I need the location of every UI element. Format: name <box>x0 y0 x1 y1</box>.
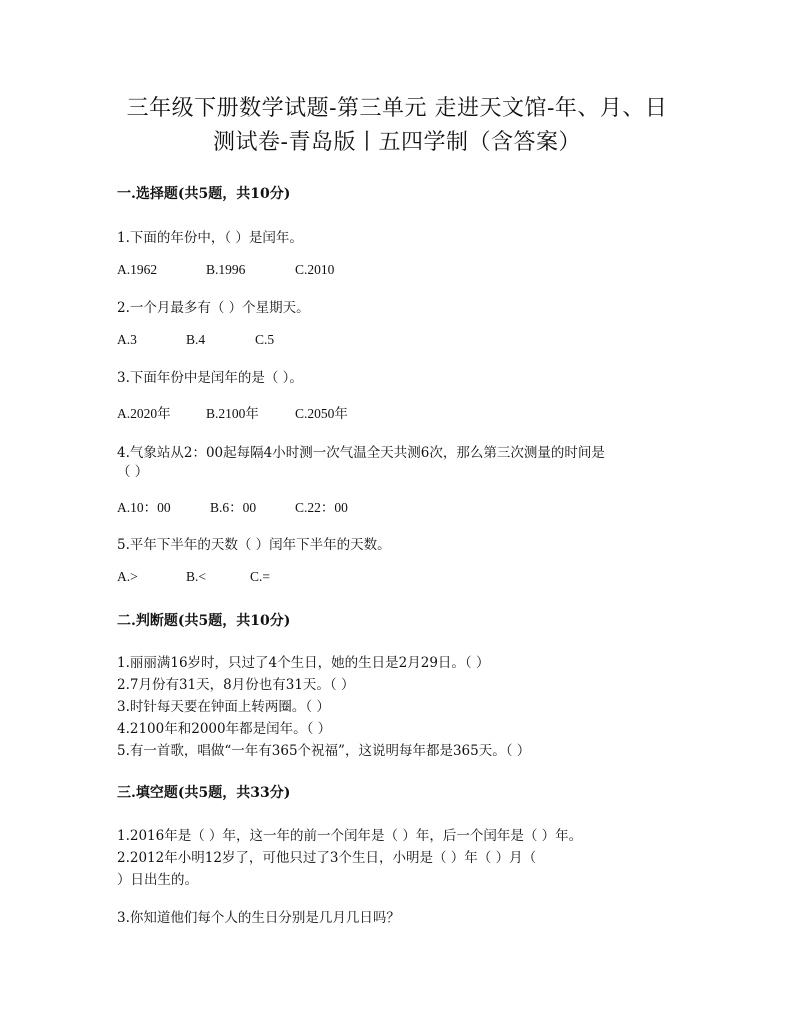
choice-q1-option-a: A.1962 <box>117 262 158 277</box>
page-title-line-1: 三年级下册数学试题-第三单元 走进天文馆-年、月、日 <box>126 96 668 121</box>
page-title-line-2: 测试卷-青岛版丨五四学制（含答案） <box>213 130 581 155</box>
choice-q3-option-c: C.2050年 <box>295 406 348 421</box>
choice-question-2: 2.一个月最多有（ ）个星期天。 <box>117 300 310 316</box>
choice-q2-option-c: C.5 <box>255 332 275 347</box>
choice-q3-option-b: B.2100年 <box>206 406 259 421</box>
fill-question-1: 1.2016年是（ ）年，这一年的前一个闰年是（ ）年，后一个闰年是（ ）年。 <box>117 828 583 844</box>
judge-question-4: 4.2100年和2000年都是闰年。（ ） <box>117 721 332 737</box>
choice-question-4-cont: （ ） <box>117 464 149 480</box>
choice-q3-option-a: A.2020年 <box>117 406 171 421</box>
choice-q5-option-a: A.> <box>117 569 138 584</box>
judge-question-2: 2.7月份有31天，8月份也有31天。（ ） <box>117 677 355 693</box>
choice-question-5: 5.平年下半年的天数（ ）闰年下半年的天数。 <box>117 537 391 553</box>
choice-question-4: 4.气象站从2：00起每隔4小时测一次气温全天共测6次，那么第三次测量的时间是 <box>117 445 605 461</box>
fill-question-2: 2.2012年小明12岁了，可他只过了3个生日，小明是（ ）年（ ）月（ <box>117 850 537 866</box>
fill-question-3: 3.你知道他们每个人的生日分别是几月几日吗？ <box>117 910 400 926</box>
judge-question-5: 5.有一首歌，唱做“一年有365个祝福”，这说明每年都是365天。（ ） <box>117 743 531 759</box>
choice-q4-option-c: C.22：00 <box>295 500 348 515</box>
choice-q1-option-b: B.1996 <box>206 262 246 277</box>
choice-q2-option-b: B.4 <box>186 332 206 347</box>
section-heading-fill: 三.填空题(共5题，共33分) <box>117 785 291 801</box>
choice-q5-option-c: C.= <box>250 569 270 584</box>
choice-q1-option-c: C.2010 <box>295 262 335 277</box>
choice-q4-option-a: A.10：00 <box>117 500 171 515</box>
fill-question-2-cont: ）日出生的。 <box>117 872 198 888</box>
judge-question-3: 3.时针每天要在钟面上转两圈。（ ） <box>117 699 330 715</box>
choice-question-1: 1.下面的年份中，（ ）是闰年。 <box>117 230 303 246</box>
section-heading-choice: 一.选择题(共5题，共10分) <box>117 186 291 202</box>
choice-q5-option-b: B.< <box>186 569 206 584</box>
choice-q2-option-a: A.3 <box>117 332 137 347</box>
choice-question-3: 3.下面年份中是闰年的是（ ）。 <box>117 370 303 386</box>
section-heading-judge: 二.判断题(共5题，共10分) <box>117 613 291 629</box>
choice-q4-option-b: B.6：00 <box>210 500 257 515</box>
judge-question-1: 1.丽丽满16岁时，只过了4个生日，她的生日是2月29日。（ ） <box>117 655 490 671</box>
